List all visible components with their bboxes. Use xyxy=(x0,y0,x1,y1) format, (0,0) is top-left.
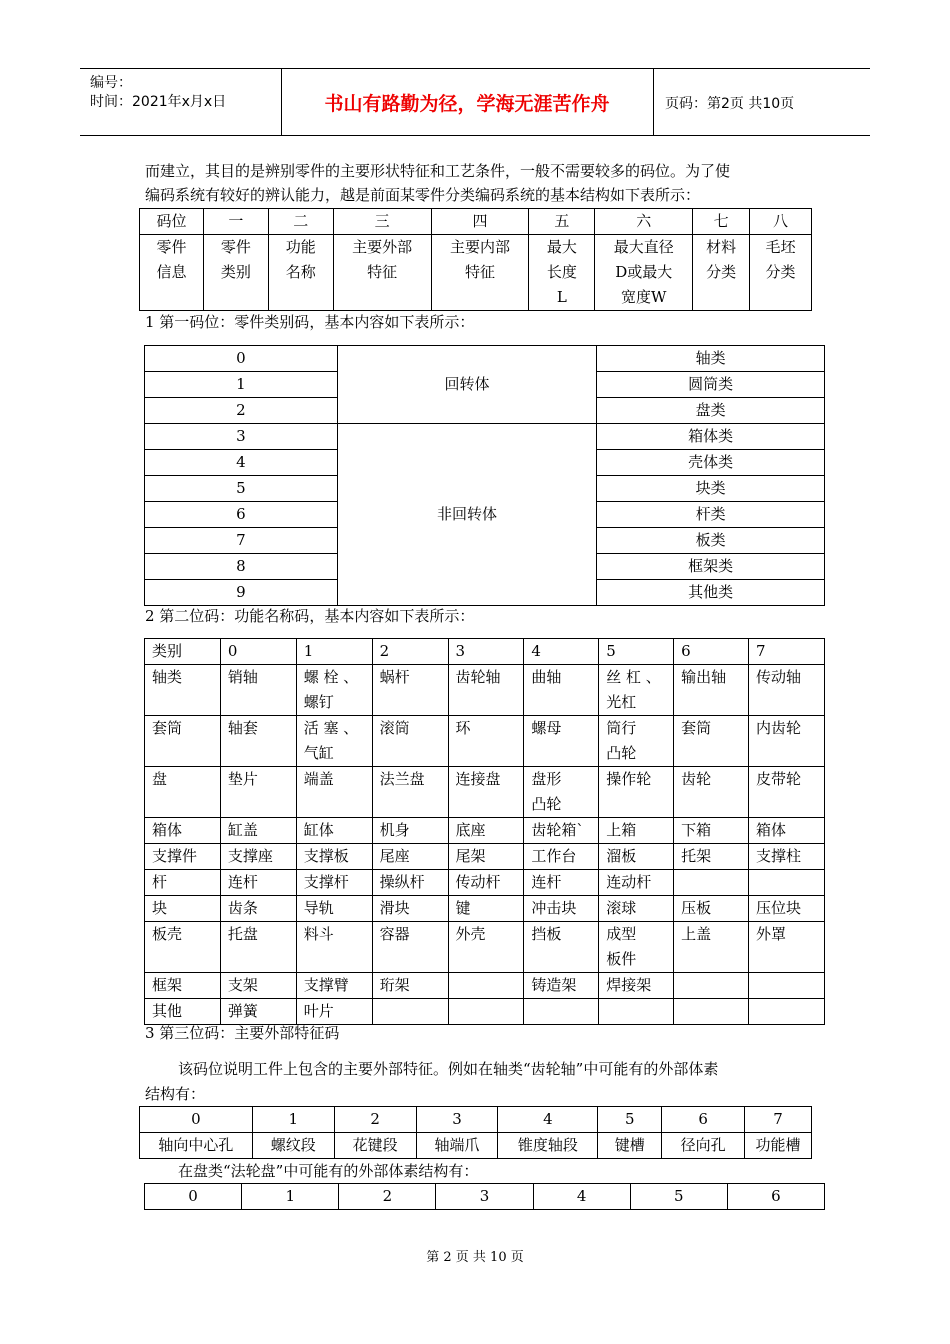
function-header-cell: 2 xyxy=(372,639,448,665)
function-cell: 机身 xyxy=(372,818,448,844)
function-header-cell: 类别 xyxy=(145,639,221,665)
class-code-cell: 2 xyxy=(145,398,338,424)
function-cell: 齿轮 xyxy=(674,767,749,818)
para-4: 在盘类“法轮盘”中可能有的外部体素结构有： xyxy=(178,1162,479,1180)
function-cell xyxy=(448,999,524,1025)
function-row xyxy=(145,922,825,973)
function-cell: 齿轮箱` xyxy=(524,818,599,844)
function-header-cell: 6 xyxy=(674,639,749,665)
function-cell: 支撑臂 xyxy=(296,973,372,999)
structure-cell: 主要内部 特征 xyxy=(431,235,529,311)
function-cell: 压位块 xyxy=(749,896,825,922)
structure-cell: 材料 分类 xyxy=(693,235,750,311)
class-name-cell: 其他类 xyxy=(597,580,825,606)
function-row xyxy=(145,665,825,716)
structure-head-cell: 一 xyxy=(203,209,268,235)
function-cell: 板壳 xyxy=(145,922,221,973)
ext-code-row xyxy=(140,1107,812,1133)
structure-head-cell: 五 xyxy=(529,209,595,235)
class-name-cell: 框架类 xyxy=(597,554,825,580)
ext-code-cell: 4 xyxy=(498,1107,598,1133)
function-cell: 输出轴 xyxy=(674,665,749,716)
function-cell xyxy=(749,973,825,999)
function-cell: 尾架 xyxy=(448,844,524,870)
function-cell: 导轨 xyxy=(296,896,372,922)
ext-name-cell: 功能槽 xyxy=(745,1133,812,1159)
class-name-cell: 轴类 xyxy=(597,346,825,372)
function-cell: 缸盖 xyxy=(220,818,296,844)
class-code-cell: 5 xyxy=(145,476,338,502)
structure-cell: 毛坯 分类 xyxy=(750,235,812,311)
function-cell: 轴套 xyxy=(220,716,296,767)
structure-cell: 零件 类别 xyxy=(203,235,268,311)
class-name-cell: 圆筒类 xyxy=(597,372,825,398)
function-cell xyxy=(599,999,674,1025)
disk-code-cell: 1 xyxy=(242,1184,339,1210)
class-name-cell: 块类 xyxy=(597,476,825,502)
function-cell: 下箱 xyxy=(674,818,749,844)
function-cell: 框架 xyxy=(145,973,221,999)
function-cell: 滚筒 xyxy=(372,716,448,767)
class-name-cell: 箱体类 xyxy=(597,424,825,450)
ext-code-cell: 0 xyxy=(140,1107,253,1133)
function-cell: 盘形 凸轮 xyxy=(524,767,599,818)
function-cell: 支撑板 xyxy=(296,844,372,870)
function-cell: 外壳 xyxy=(448,922,524,973)
page-header xyxy=(80,68,870,136)
intro-line-1: 而建立，其目的是辨别零件的主要形状特征和工艺条件，一般不需要较多的码位。为了使 xyxy=(145,162,731,180)
number-label: 编号： xyxy=(90,75,132,91)
class-code-cell: 0 xyxy=(145,346,338,372)
structure-head-cell: 六 xyxy=(595,209,693,235)
disk-code-row xyxy=(145,1184,825,1210)
function-cell: 珩架 xyxy=(372,973,448,999)
function-cell xyxy=(674,999,749,1025)
class-code-cell: 3 xyxy=(145,424,338,450)
structure-cell: 功能 名称 xyxy=(268,235,333,311)
function-cell: 支撑件 xyxy=(145,844,221,870)
ext-name-cell: 螺纹段 xyxy=(252,1133,334,1159)
structure-cell: 零件 信息 xyxy=(140,235,204,311)
function-cell: 键 xyxy=(448,896,524,922)
function-cell: 蜗杆 xyxy=(372,665,448,716)
function-cell: 端盖 xyxy=(296,767,372,818)
function-cell: 连动杆 xyxy=(599,870,674,896)
function-cell: 容器 xyxy=(372,922,448,973)
function-cell: 底座 xyxy=(448,818,524,844)
function-cell xyxy=(524,999,599,1025)
structure-head-row xyxy=(140,209,812,235)
function-cell: 齿轮轴 xyxy=(448,665,524,716)
group-nonrotary-cell: 非回转体 xyxy=(337,424,597,606)
section-3-heading: 3 第三位码：主要外部特征码 xyxy=(145,1024,340,1042)
class-code-cell: 6 xyxy=(145,502,338,528)
para-3-line-1: 该码位说明工件上包含的主要外部特征。例如在轴类“齿轮轴”中可能有的外部体素 xyxy=(178,1060,719,1078)
function-cell: 套筒 xyxy=(674,716,749,767)
time-label: 时间：2021年x月x日 xyxy=(90,94,227,110)
ext-code-cell: 6 xyxy=(662,1107,745,1133)
function-cell: 活 塞 、 气缸 xyxy=(296,716,372,767)
function-cell: 法兰盘 xyxy=(372,767,448,818)
function-header-cell: 0 xyxy=(220,639,296,665)
function-cell: 托架 xyxy=(674,844,749,870)
class-row xyxy=(145,424,825,450)
function-cell: 环 xyxy=(448,716,524,767)
function-cell: 支架 xyxy=(220,973,296,999)
function-cell: 叶片 xyxy=(296,999,372,1025)
function-cell: 操纵杆 xyxy=(372,870,448,896)
disk-code-cell: 5 xyxy=(630,1184,727,1210)
structure-table xyxy=(139,208,812,311)
header-motto: 书山有路勤为径，学海无涯苦作舟 xyxy=(324,93,610,115)
function-cell: 压板 xyxy=(674,896,749,922)
disk-code-cell: 3 xyxy=(436,1184,533,1210)
class-code-cell: 1 xyxy=(145,372,338,398)
ext-name-cell: 花键段 xyxy=(334,1133,416,1159)
function-cell: 传动轴 xyxy=(749,665,825,716)
header-divider xyxy=(653,69,654,135)
class-name-cell: 板类 xyxy=(597,528,825,554)
function-cell: 溜板 xyxy=(599,844,674,870)
function-cell: 支撑座 xyxy=(220,844,296,870)
class-code-cell: 8 xyxy=(145,554,338,580)
function-row xyxy=(145,870,825,896)
function-cell: 连杆 xyxy=(220,870,296,896)
function-cell: 轴类 xyxy=(145,665,221,716)
function-cell: 焊接架 xyxy=(599,973,674,999)
function-cell: 支撑杆 xyxy=(296,870,372,896)
function-row xyxy=(145,973,825,999)
function-cell: 箱体 xyxy=(145,818,221,844)
function-cell: 尾座 xyxy=(372,844,448,870)
function-cell: 冲击块 xyxy=(524,896,599,922)
function-cell: 套筒 xyxy=(145,716,221,767)
ext-name-cell: 轴向中心孔 xyxy=(140,1133,253,1159)
function-header-cell: 1 xyxy=(296,639,372,665)
function-cell: 托盘 xyxy=(220,922,296,973)
ext-code-cell: 3 xyxy=(416,1107,498,1133)
function-cell: 缸体 xyxy=(296,818,372,844)
disk-external-feature-table xyxy=(144,1183,825,1210)
function-cell xyxy=(749,999,825,1025)
section-2-heading: 2 第二位码：功能名称码，基本内容如下表所示： xyxy=(145,607,475,625)
function-cell: 挡板 xyxy=(524,922,599,973)
function-row xyxy=(145,767,825,818)
function-cell: 螺母 xyxy=(524,716,599,767)
disk-code-cell: 4 xyxy=(533,1184,630,1210)
class-code-cell: 4 xyxy=(145,450,338,476)
function-row xyxy=(145,896,825,922)
ext-code-cell: 5 xyxy=(598,1107,662,1133)
function-cell xyxy=(749,870,825,896)
function-cell: 曲轴 xyxy=(524,665,599,716)
class-row xyxy=(145,346,825,372)
disk-code-cell: 6 xyxy=(727,1184,824,1210)
ext-name-cell: 径向孔 xyxy=(662,1133,745,1159)
header-meta xyxy=(80,69,280,135)
structure-head-cell: 三 xyxy=(333,209,431,235)
function-header-cell: 3 xyxy=(448,639,524,665)
header-page-number: 页码：第2页 共10页 xyxy=(665,96,795,112)
section-1-heading: 1 第一码位：零件类别码，基本内容如下表所示： xyxy=(145,313,475,331)
function-cell: 盘 xyxy=(145,767,221,818)
function-cell: 成型 板件 xyxy=(599,922,674,973)
function-header-row xyxy=(145,639,825,665)
ext-name-cell: 轴端爪 xyxy=(416,1133,498,1159)
disk-code-cell: 2 xyxy=(339,1184,436,1210)
function-cell: 操作轮 xyxy=(599,767,674,818)
function-cell: 弹簧 xyxy=(220,999,296,1025)
function-cell: 连接盘 xyxy=(448,767,524,818)
function-cell: 传动杆 xyxy=(448,870,524,896)
function-row xyxy=(145,818,825,844)
function-cell: 支撑柱 xyxy=(749,844,825,870)
function-header-cell: 4 xyxy=(524,639,599,665)
function-cell: 滑块 xyxy=(372,896,448,922)
structure-cell: 主要外部 特征 xyxy=(333,235,431,311)
class-code-cell: 9 xyxy=(145,580,338,606)
class-name-cell: 盘类 xyxy=(597,398,825,424)
function-cell: 销轴 xyxy=(220,665,296,716)
function-cell: 工作台 xyxy=(524,844,599,870)
class-name-cell: 杆类 xyxy=(597,502,825,528)
function-name-table xyxy=(144,638,825,1025)
structure-head-cell: 四 xyxy=(431,209,529,235)
shaft-external-feature-table xyxy=(139,1106,812,1159)
function-cell: 上箱 xyxy=(599,818,674,844)
function-cell: 皮带轮 xyxy=(749,767,825,818)
ext-code-cell: 7 xyxy=(745,1107,812,1133)
function-cell xyxy=(372,999,448,1025)
function-cell: 外罩 xyxy=(749,922,825,973)
function-cell: 内齿轮 xyxy=(749,716,825,767)
function-cell xyxy=(674,870,749,896)
function-cell: 齿条 xyxy=(220,896,296,922)
part-class-table xyxy=(144,345,825,606)
function-row xyxy=(145,716,825,767)
function-header-cell: 7 xyxy=(749,639,825,665)
ext-code-cell: 1 xyxy=(252,1107,334,1133)
ext-name-row xyxy=(140,1133,812,1159)
function-cell: 杆 xyxy=(145,870,221,896)
function-header-cell: 5 xyxy=(599,639,674,665)
ext-code-cell: 2 xyxy=(334,1107,416,1133)
structure-head-cell: 码位 xyxy=(140,209,204,235)
function-cell: 螺 栓 、 螺钉 xyxy=(296,665,372,716)
structure-head-cell: 二 xyxy=(268,209,333,235)
class-code-cell: 7 xyxy=(145,528,338,554)
intro-line-2: 编码系统有较好的辨认能力，越是前面某零件分类编码系统的基本结构如下表所示： xyxy=(145,186,701,204)
function-cell: 料斗 xyxy=(296,922,372,973)
structure-head-cell: 七 xyxy=(693,209,750,235)
disk-code-cell: 0 xyxy=(145,1184,242,1210)
function-cell: 筒行 凸轮 xyxy=(599,716,674,767)
structure-body-row xyxy=(140,235,812,311)
class-name-cell: 壳体类 xyxy=(597,450,825,476)
function-row xyxy=(145,844,825,870)
function-cell: 上盖 xyxy=(674,922,749,973)
function-cell: 连杆 xyxy=(524,870,599,896)
function-cell: 其他 xyxy=(145,999,221,1025)
function-cell: 块 xyxy=(145,896,221,922)
function-cell: 箱体 xyxy=(749,818,825,844)
function-cell xyxy=(674,973,749,999)
structure-cell: 最大直径 D或最大 宽度W xyxy=(595,235,693,311)
structure-cell: 最大 长度 L xyxy=(529,235,595,311)
para-3-line-2: 结构有： xyxy=(145,1085,206,1103)
function-cell: 滚球 xyxy=(599,896,674,922)
ext-name-cell: 锥度轴段 xyxy=(498,1133,598,1159)
function-cell xyxy=(448,973,524,999)
function-cell: 垫片 xyxy=(220,767,296,818)
ext-name-cell: 键槽 xyxy=(598,1133,662,1159)
group-rotary-cell: 回转体 xyxy=(337,346,597,424)
structure-head-cell: 八 xyxy=(750,209,812,235)
function-cell: 铸造架 xyxy=(524,973,599,999)
page-footer: 第 2 页 共 10 页 xyxy=(426,1250,524,1265)
function-cell: 丝 杠 、 光杠 xyxy=(599,665,674,716)
